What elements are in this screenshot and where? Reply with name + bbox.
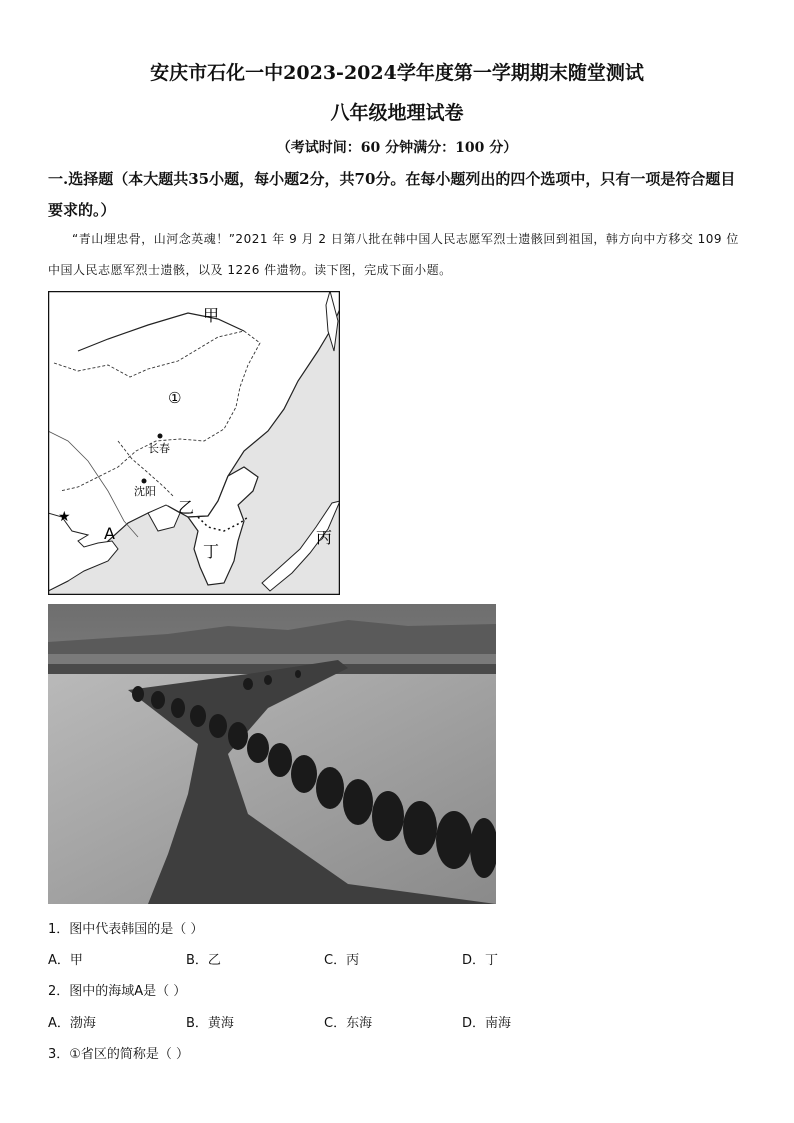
q2-option-c[interactable]: C．东海: [324, 1016, 373, 1031]
section-heading: 一.选择题（本大题共35小题，每小题2分，共70分。在每小题列出的四个选项中，只有一项是符合题目要求的。）: [48, 170, 736, 219]
reading-passage: [48, 224, 748, 286]
q2-option-a[interactable]: A．渤海: [48, 1016, 96, 1031]
city-dot-changchun: [158, 434, 163, 439]
exam-subtitle: 八年级地理试卷: [330, 102, 464, 124]
city-shenyang: 沈阳: [134, 485, 156, 498]
label-sea-a: A: [104, 524, 115, 543]
label-yi: 乙: [178, 498, 195, 517]
passage-text: “青山埋忠骨，山河念英魂！”2021 年 9 月 2 日第八批在韩中国人民志愿军烈士遗骸回到祖国，韩方向中方移交 109 位中国人民志愿军烈士遗骸，以及 1226 件遗物。读下图，完成下面小题。: [48, 232, 739, 277]
volunteer-army-photo: [48, 604, 496, 904]
city-changchun: 长春: [148, 442, 170, 455]
q1-option-b[interactable]: B．乙: [186, 953, 221, 968]
exam-title: 安庆市石化一中2023-2024学年度第一学期期末随堂测试: [150, 62, 644, 84]
exam-info: （考试时间：60 分钟满分：100 分）: [276, 140, 518, 156]
korea-northeast-map: [48, 291, 340, 595]
question-1: 1．图中代表韩国的是（ ）: [48, 922, 204, 937]
q2-option-d[interactable]: D．南海: [462, 1016, 512, 1031]
label-ding: 丁: [203, 542, 220, 561]
label-jia: 甲: [203, 306, 220, 325]
question-3: 3．①省区的简称是（ ）: [48, 1047, 190, 1062]
label-bing: 丙: [316, 528, 333, 547]
q1-option-a[interactable]: A．甲: [48, 953, 83, 968]
question-2: 2．图中的海域A是（ ）: [48, 984, 187, 999]
label-province-1: ①: [168, 389, 182, 407]
capital-star-icon: ★: [58, 509, 71, 525]
q1-option-c[interactable]: C．丙: [324, 953, 360, 968]
q2-option-b[interactable]: B．黄海: [186, 1016, 234, 1031]
city-dot-shenyang: [142, 479, 147, 484]
q1-option-d[interactable]: D．丁: [462, 953, 499, 968]
